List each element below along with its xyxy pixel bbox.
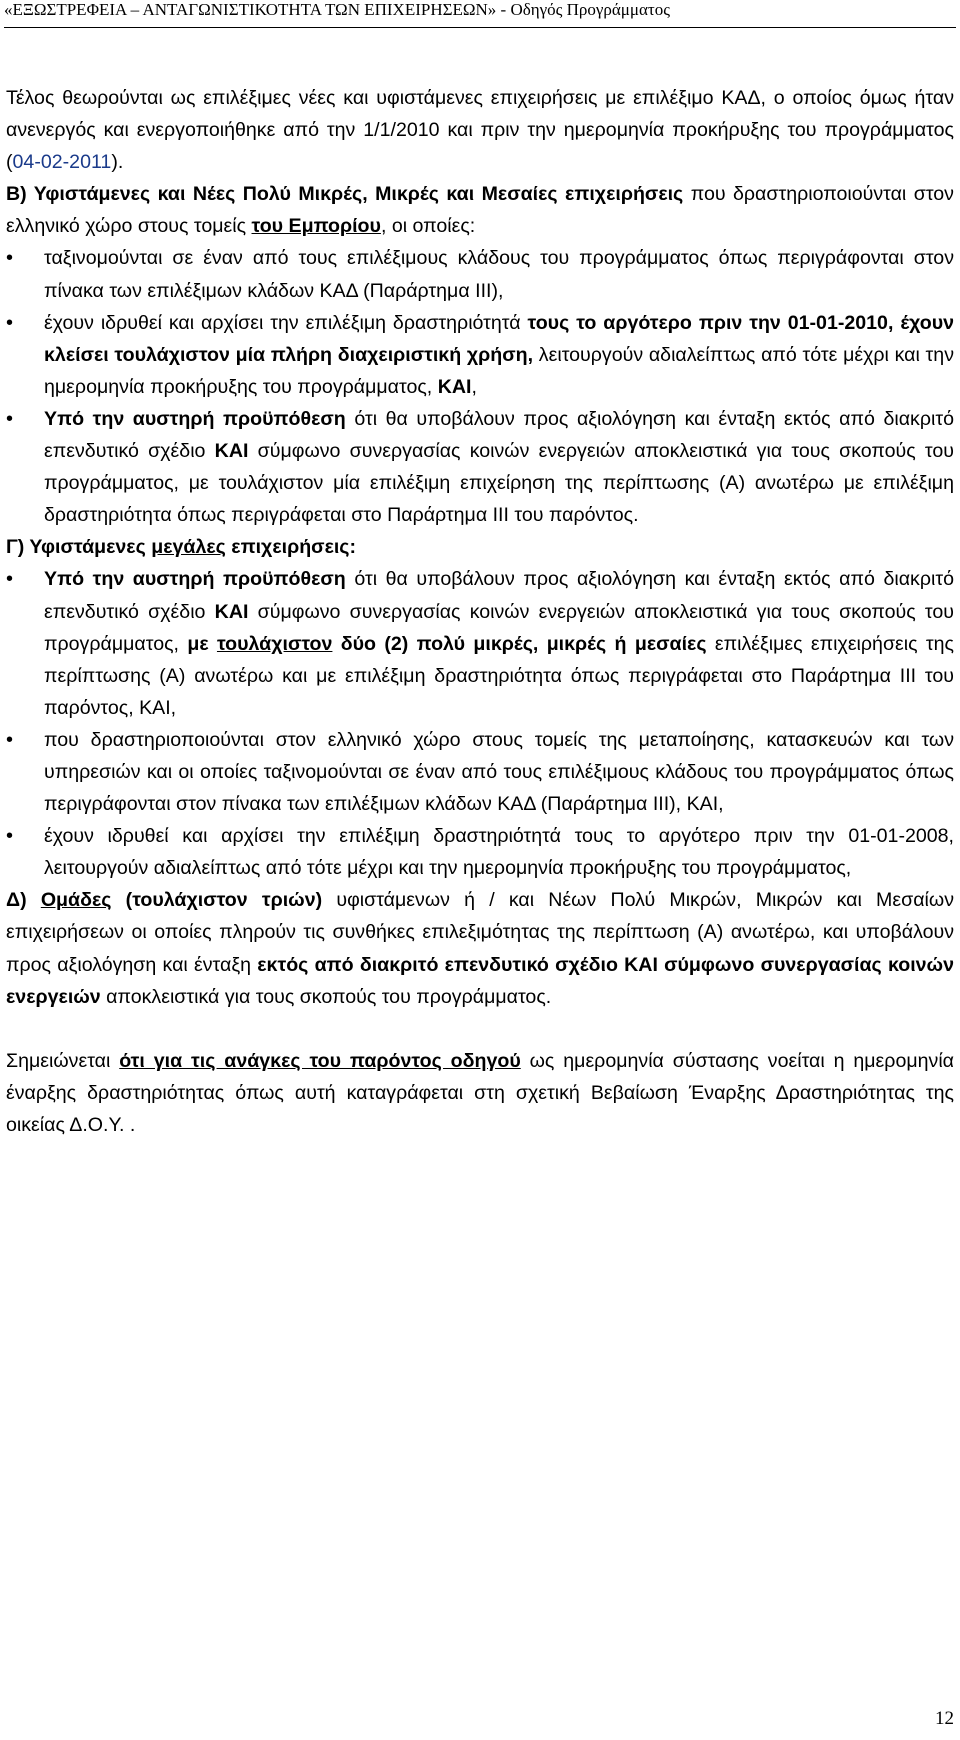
section-d-bold: εκτός από διακριτό επενδυτικό σχέδιο ΚΑΙ σύμφωνο συνεργασίας κοινών ενεργειών: [6, 953, 954, 1008]
list-item-text: ότι θα υποβάλουν προς αξιολόγηση και ένταξη εκτός από διακριτό επενδυτικό σχέδιο: [44, 407, 954, 463]
header-title: «ΕΞΩΣΤΡΕΦΕΙΑ – ΑΝΤΑΓΩΝΙΣΤΙΚΟΤΗΤΑ ΤΩΝ ΕΠΙΧΕΙΡΗΣΕΩΝ» - Οδηγός Προγράμματος: [4, 0, 670, 19]
heading-text: Γ) Υφιστάμενες: [6, 536, 152, 559]
list-item-bold: με: [187, 632, 217, 655]
section-b-sector: του Εμπορίου: [251, 215, 381, 238]
list-item-bold: ΚΑΙ: [214, 600, 249, 623]
note-text: Σημειώνεται: [6, 1049, 120, 1072]
note-underlined: ότι για τις ανάγκες του παρόντος οδηγού: [119, 1049, 521, 1072]
section-b-text: που δραστηριοποιούνται στον ελληνικό χώρο στους τομείς: [6, 183, 954, 238]
section-c-heading: [6, 531, 954, 563]
section-d-paragraph: [6, 884, 954, 1012]
heading-text: επιχειρήσεις:: [225, 536, 357, 559]
list-item: [6, 563, 954, 723]
list-item-bold: δύο (2) πολύ μικρές, μικρές ή μεσαίες: [332, 632, 707, 655]
section-d-bold: (τουλάχιστον τριών): [125, 889, 323, 912]
section-d-underlined: Ομάδες: [40, 889, 112, 912]
list-item-text: ,: [471, 375, 477, 398]
section-d-text: αποκλειστικά για τους σκοπούς του προγράμματος.: [100, 985, 552, 1008]
list-item-text: σύμφωνο συνεργασίας κοινών ενεργειών αποκλειστικά για τους σκοπούς του προγράμματος,: [44, 600, 954, 655]
list-item-bold: ΚΑΙ: [437, 375, 472, 398]
list-item-text: ταξινομούνται σε έναν από τους επιλέξιμους κλάδους του προγράμματος όπως περιγράφονται στον πίνακα των επιλέξιμων κλάδων ΚΑΔ (Παράρτημα ΙΙΙ),: [44, 247, 954, 302]
section-d-label: Δ): [6, 889, 27, 912]
note-text: ως ημερομηνία σύστασης νοείται η ημερομηνία έναρξης δραστηριότητας όπως αυτή καταγράφεται στη σχετική Βεβαίωση Έναρξης Δραστηριότητας της οικείας Δ.Ο.Υ. .: [6, 1049, 955, 1136]
section-d-text: υφιστάμενων ή / και Νέων Πολύ Μικρών, Μικρών και Μεσαίων επιχειρήσεων οι οποίες πληρούν τις συνθήκες επιλεξιμότητας της περίπτωση (Α) ανωτέρω, και υποβάλουν προς αξιολόγηση και ένταξη: [6, 889, 954, 976]
list-item-text: ότι θα υποβάλουν προς αξιολόγηση και ένταξη εκτός από διακριτό επενδυτικό σχέδιο: [44, 568, 954, 623]
list-item-text: έχουν ιδρυθεί και αρχίσει την επιλέξιμη δραστηριότητά τους το αργότερο πριν την 01-01-2008, λειτουργούν αδιαλείπτως από τότε μέχρι και την ημερομηνία προκήρυξης του προγράμματος,: [44, 825, 954, 880]
list-item-text: σύμφωνο συνεργασίας κοινών ενεργειών αποκλειστικά για τους σκοπούς του προγράμματος, με τουλάχιστον μία επιλέξιμη επιχείρηση της περίπτωσης (Α) ανωτέρω με επιλέξιμη δραστηριότητα όπως περιγράφεται στο Παράρτημα ΙΙΙ του παρόντος.: [44, 440, 954, 527]
list-item: [6, 403, 954, 531]
list-item-text: έχουν ιδρυθεί και αρχίσει την επιλέξιμη δραστηριότητά: [44, 311, 528, 334]
list-item-text: λειτουργούν αδιαλείπτως από τότε μέχρι και την ημερομηνία προκήρυξης του προγράμματος,: [44, 343, 954, 398]
heading-underlined: μεγάλες: [151, 536, 226, 559]
intro-tail: ).: [111, 151, 124, 174]
list-item-bold: ΚΑΙ: [214, 440, 249, 463]
intro-text: Τέλος θεωρούνται ως επιλέξιμες νέες και υφιστάμενες επιχειρήσεις με επιλέξιμο ΚΑΔ, ο οποίος όμως ήταν ανενεργός και ενεργοποιήθηκε από την 1/1/2010 και πριν την ημερομηνία προκήρυξης του προγράμματος (: [6, 87, 954, 174]
list-item-text: που δραστηριοποιούνται στον ελληνικό χώρο στους τομείς της μεταποίησης, κατασκευών και των υπηρεσιών και οι οποίες ταξινομούνται σε έναν από τους επιλέξιμους κλάδους του προγράμματος όπως περιγράφονται στον πίνακα των επιλέξιμων κλάδων ΚΑΔ (Παράρτημα ΙΙΙ), ΚΑΙ,: [44, 728, 954, 816]
section-b-text-end: , οι οποίες:: [380, 215, 476, 238]
page-content: [6, 82, 954, 1141]
intro-paragraph: [6, 82, 954, 178]
list-item-bold: Υπό την αυστηρή προϋπόθεση: [44, 568, 346, 591]
section-c-list: [6, 563, 954, 884]
list-item: [6, 307, 954, 403]
list-item-bold: τους το αργότερο πριν την 01-01-2010, έχουν κλείσει τουλάχιστον μία πλήρη διαχειριστική χρήση,: [44, 311, 955, 366]
section-b-heading: Β) Υφιστάμενες και Νέες Πολύ Μικρές, Μικρές και Μεσαίες επιχειρήσεις: [6, 183, 684, 206]
list-item-bold: Υπό την αυστηρή προϋπόθεση: [44, 407, 346, 430]
announcement-date: 04-02-2011: [12, 151, 112, 174]
list-item-text: επιλέξιμες επιχειρήσεις της περίπτωσης (Α) ανωτέρω και με επιλέξιμη δραστηριότητα όπως περιγράφεται στο Παράρτημα ΙΙΙ του παρόντος, ΚΑΙ,: [44, 632, 954, 719]
running-header: [4, 0, 956, 28]
list-item: [6, 820, 954, 884]
list-item: [6, 724, 954, 820]
page-number: 12: [935, 1708, 954, 1729]
section-b-paragraph: [6, 178, 954, 242]
section-b-list: [6, 242, 954, 531]
list-item: [6, 242, 954, 306]
list-item-underlined: τουλάχιστον: [216, 632, 333, 655]
note-paragraph: [6, 1045, 954, 1141]
spacer: [6, 1013, 954, 1045]
